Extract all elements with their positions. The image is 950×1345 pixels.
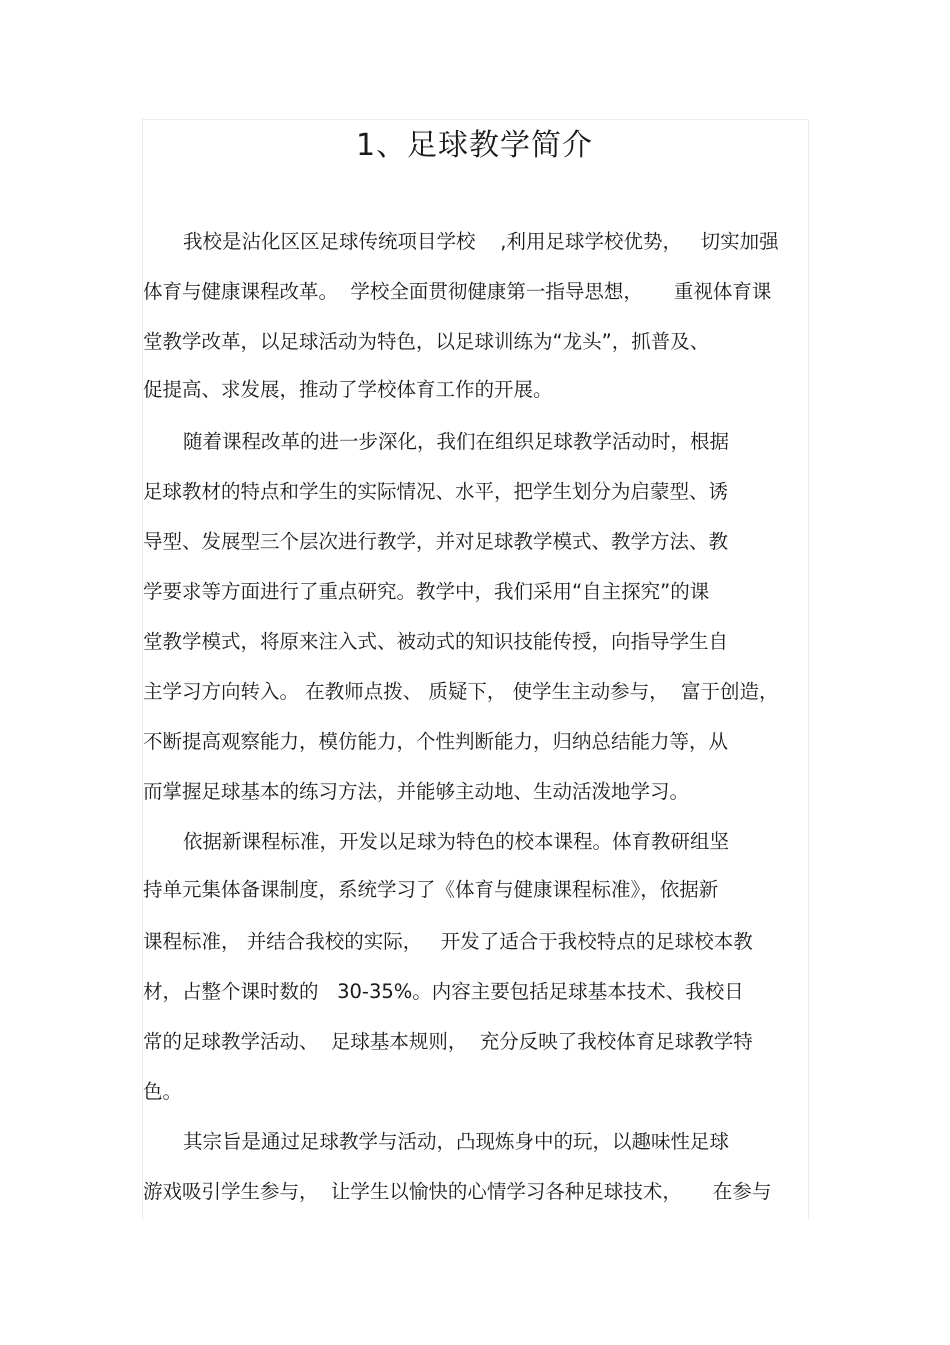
paragraph-2-line-5: 堂教学模式，将原来注入式、被动式的知识技能传授，向指导学生自 [143,630,729,653]
paragraph-1-line-1: 我校是沾化区区足球传统项目学校 ,利用足球学校优势， 切实加强 [183,230,779,253]
paragraph-3-line-1: 依据新课程标准，开发以足球为特色的校本课程。体育教研组坚 [183,830,730,853]
paragraph-3-line-6: 色。 [143,1080,183,1103]
paragraph-1-line-4: 促提高、求发展，推动了学校体育工作的开展。 [143,378,553,401]
paragraph-3-line-4: 材，占整个课时数的 30-35%。内容主要包括足球基本技术、我校日 [143,980,744,1003]
paragraph-2-line-3: 导型、发展型三个层次进行教学，并对足球教学模式、教学方法、教 [143,530,729,553]
paragraph-3-line-3: 课程标准， 并结合我校的实际， 开发了适合于我校特点的足球校本教 [143,930,753,953]
paragraph-4-line-1: 其宗旨是通过足球教学与活动，凸现炼身中的玩，以趣味性足球 [183,1130,730,1153]
paragraph-3-line-2: 持单元集体备课制度，系统学习了《体育与健康课程标准》，依据新 [143,878,719,901]
paragraph-4-line-2: 游戏吸引学生参与， 让学生以愉快的心情学习各种足球技术， 在参与 [143,1180,772,1203]
paragraph-2-line-8: 而掌握足球基本的练习方法，并能够主动地、生动活泼地学习。 [143,780,690,803]
document-title: 1、足球教学简介 [355,128,594,163]
paragraph-3-line-5: 常的足球教学活动、 足球基本规则， 充分反映了我校体育足球教学特 [143,1030,753,1053]
paragraph-1-line-2: 体育与健康课程改革。 学校全面贯彻健康第一指导思想， 重视体育课 [143,280,772,303]
paragraph-1-line-3: 堂教学改革，以足球活动为特色，以足球训练为“龙头”，抓普及、 [143,330,710,353]
paragraph-2-line-2: 足球教材的特点和学生的实际情况、水平，把学生划分为启蒙型、诱 [143,480,729,503]
paragraph-2-line-7: 不断提高观察能力，模仿能力，个性判断能力，归纳总结能力等，从 [143,730,729,753]
paragraph-2-line-1: 随着课程改革的进一步深化，我们在组织足球教学活动时，根据 [183,430,730,453]
paragraph-2-line-6: 主学习方向转入。 在教师点拨、 质疑下， 使学生主动参与， 富于创造， [143,680,779,703]
paragraph-2-line-4: 学要求等方面进行了重点研究。教学中，我们采用“自主探究”的课 [143,580,710,603]
